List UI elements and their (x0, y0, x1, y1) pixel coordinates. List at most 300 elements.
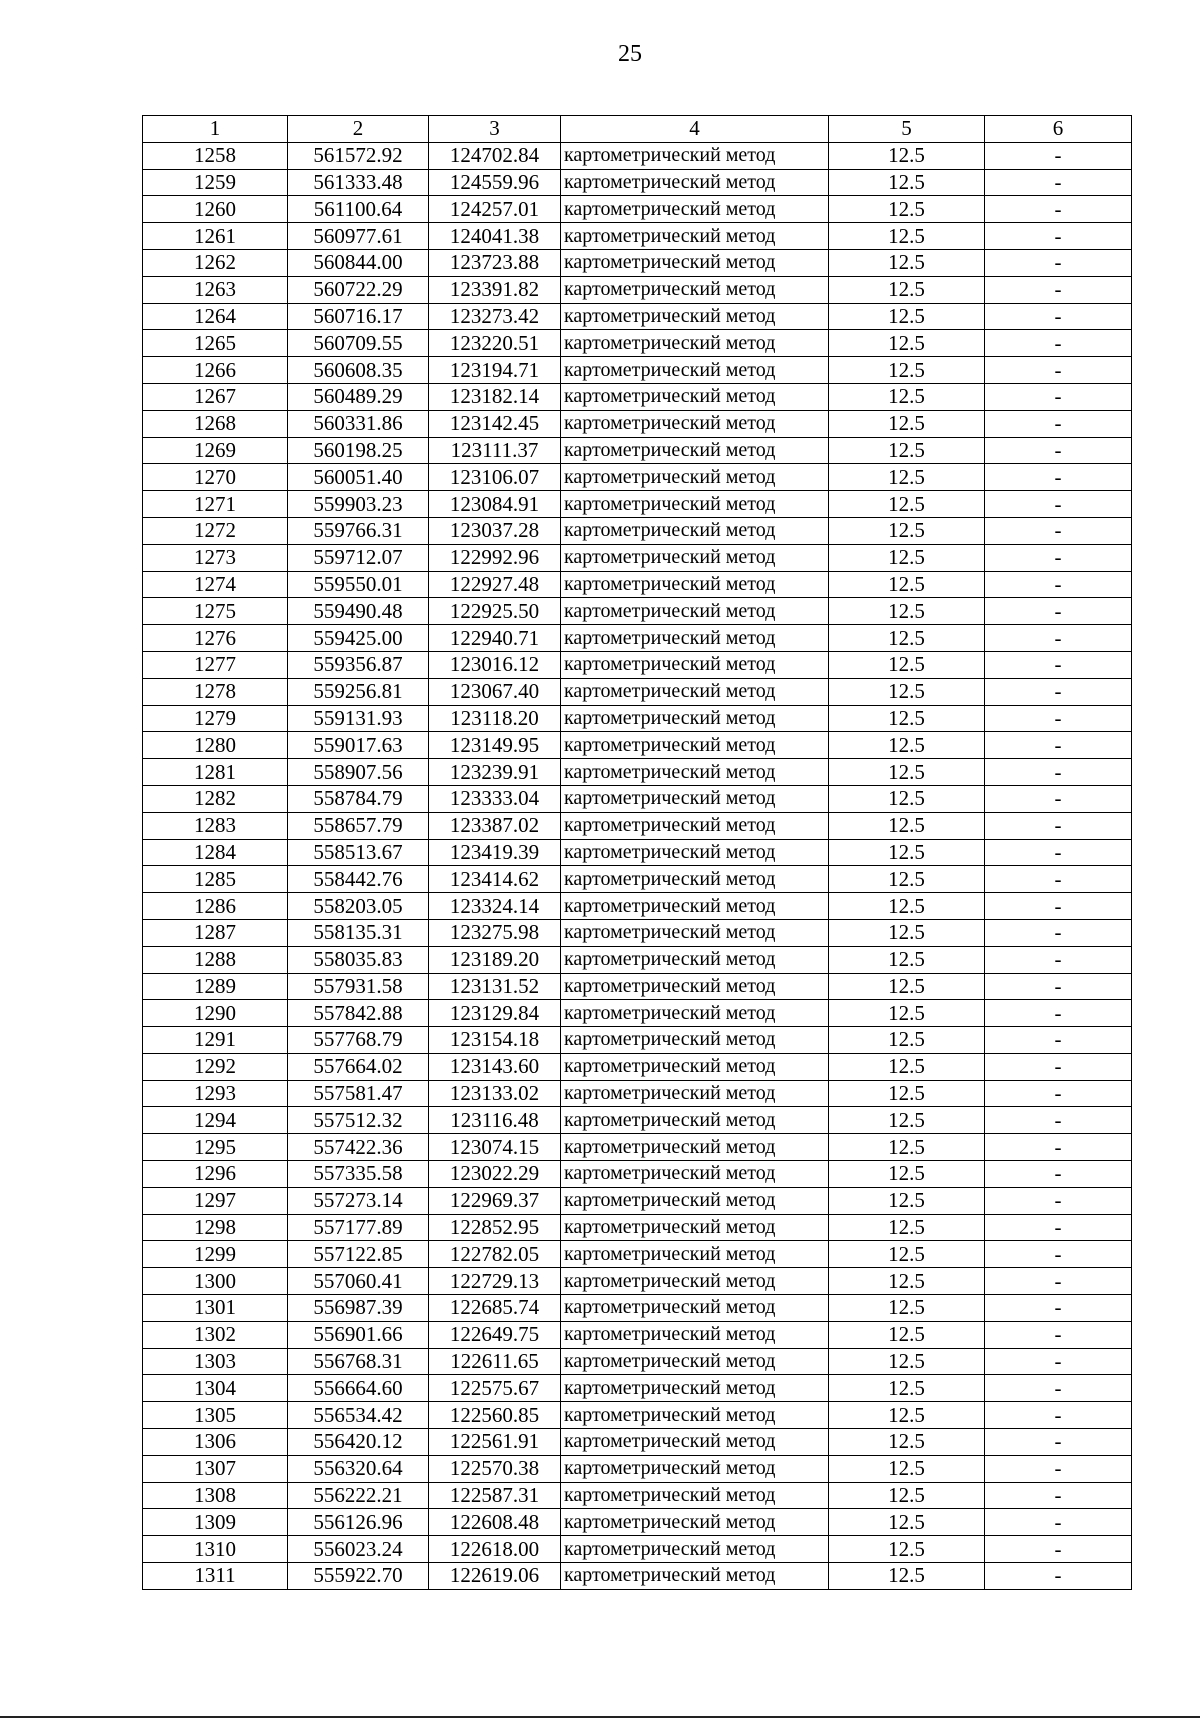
point-number-cell: 1292 (143, 1053, 288, 1080)
y-coordinate-cell: 123116.48 (429, 1107, 561, 1134)
method-cell: картометрический метод (561, 1134, 829, 1161)
point-number-cell: 1298 (143, 1214, 288, 1241)
point-number-cell: 1301 (143, 1295, 288, 1322)
y-coordinate-cell: 122618.00 (429, 1536, 561, 1563)
method-cell: картометрический метод (561, 973, 829, 1000)
note-cell: - (985, 1080, 1132, 1107)
note-cell: - (985, 839, 1132, 866)
point-number-cell: 1270 (143, 464, 288, 491)
accuracy-cell: 12.5 (829, 625, 985, 652)
table-row (143, 866, 1132, 893)
table-row (143, 249, 1132, 276)
table-row (143, 1241, 1132, 1268)
table-row (143, 1482, 1132, 1509)
y-coordinate-cell: 122561.91 (429, 1429, 561, 1456)
table-row (143, 330, 1132, 357)
table-row (143, 785, 1132, 812)
method-cell: картометрический метод (561, 169, 829, 196)
method-cell: картометрический метод (561, 1563, 829, 1590)
y-coordinate-cell: 122619.06 (429, 1563, 561, 1590)
table-row (143, 1107, 1132, 1134)
method-cell: картометрический метод (561, 571, 829, 598)
table-row (143, 919, 1132, 946)
table-row (143, 1429, 1132, 1456)
point-number-cell: 1290 (143, 1000, 288, 1027)
point-number-cell: 1288 (143, 946, 288, 973)
x-coordinate-cell: 557335.58 (288, 1161, 429, 1188)
note-cell: - (985, 1214, 1132, 1241)
point-number-cell: 1296 (143, 1161, 288, 1188)
note-cell: - (985, 410, 1132, 437)
note-cell: - (985, 705, 1132, 732)
accuracy-cell: 12.5 (829, 1000, 985, 1027)
method-cell: картометрический метод (561, 759, 829, 786)
y-coordinate-cell: 122940.71 (429, 625, 561, 652)
accuracy-cell: 12.5 (829, 1563, 985, 1590)
method-cell: картометрический метод (561, 223, 829, 250)
y-coordinate-cell: 123084.91 (429, 491, 561, 518)
table-row (143, 169, 1132, 196)
table-row (143, 1134, 1132, 1161)
accuracy-cell: 12.5 (829, 1321, 985, 1348)
coordinates-table (142, 115, 1132, 1590)
y-coordinate-cell: 123131.52 (429, 973, 561, 1000)
accuracy-cell: 12.5 (829, 946, 985, 973)
method-cell: картометрический метод (561, 1402, 829, 1429)
x-coordinate-cell: 558135.31 (288, 919, 429, 946)
note-cell: - (985, 946, 1132, 973)
y-coordinate-cell: 123414.62 (429, 866, 561, 893)
y-coordinate-cell: 122927.48 (429, 571, 561, 598)
method-cell: картометрический метод (561, 625, 829, 652)
y-coordinate-cell: 122782.05 (429, 1241, 561, 1268)
x-coordinate-cell: 559131.93 (288, 705, 429, 732)
point-number-cell: 1303 (143, 1348, 288, 1375)
method-cell: картометрический метод (561, 946, 829, 973)
note-cell: - (985, 249, 1132, 276)
method-cell: картометрический метод (561, 383, 829, 410)
accuracy-cell: 12.5 (829, 1455, 985, 1482)
accuracy-cell: 12.5 (829, 1027, 985, 1054)
accuracy-cell: 12.5 (829, 544, 985, 571)
method-cell: картометрический метод (561, 839, 829, 866)
y-coordinate-cell: 122587.31 (429, 1482, 561, 1509)
note-cell: - (985, 732, 1132, 759)
accuracy-cell: 12.5 (829, 223, 985, 250)
table-row (143, 1348, 1132, 1375)
x-coordinate-cell: 560331.86 (288, 410, 429, 437)
point-number-cell: 1306 (143, 1429, 288, 1456)
point-number-cell: 1265 (143, 330, 288, 357)
point-number-cell: 1295 (143, 1134, 288, 1161)
x-coordinate-cell: 559017.63 (288, 732, 429, 759)
note-cell: - (985, 812, 1132, 839)
x-coordinate-cell: 558657.79 (288, 812, 429, 839)
method-cell: картометрический метод (561, 410, 829, 437)
y-coordinate-cell: 123143.60 (429, 1053, 561, 1080)
method-cell: картометрический метод (561, 303, 829, 330)
method-cell: картометрический метод (561, 491, 829, 518)
point-number-cell: 1266 (143, 357, 288, 384)
accuracy-cell: 12.5 (829, 1295, 985, 1322)
point-number-cell: 1267 (143, 383, 288, 410)
x-coordinate-cell: 556664.60 (288, 1375, 429, 1402)
point-number-cell: 1262 (143, 249, 288, 276)
x-coordinate-cell: 560977.61 (288, 223, 429, 250)
x-coordinate-cell: 558907.56 (288, 759, 429, 786)
column-header: 6 (985, 116, 1132, 143)
x-coordinate-cell: 559550.01 (288, 571, 429, 598)
accuracy-cell: 12.5 (829, 249, 985, 276)
method-cell: картометрический метод (561, 1536, 829, 1563)
note-cell: - (985, 678, 1132, 705)
table-row (143, 410, 1132, 437)
point-number-cell: 1304 (143, 1375, 288, 1402)
y-coordinate-cell: 123189.20 (429, 946, 561, 973)
point-number-cell: 1258 (143, 142, 288, 169)
y-coordinate-cell: 124041.38 (429, 223, 561, 250)
table-row (143, 1295, 1132, 1322)
table-row (143, 357, 1132, 384)
x-coordinate-cell: 556987.39 (288, 1295, 429, 1322)
accuracy-cell: 12.5 (829, 1161, 985, 1188)
x-coordinate-cell: 559490.48 (288, 598, 429, 625)
accuracy-cell: 12.5 (829, 1402, 985, 1429)
note-cell: - (985, 196, 1132, 223)
accuracy-cell: 12.5 (829, 1536, 985, 1563)
method-cell: картометрический метод (561, 1295, 829, 1322)
accuracy-cell: 12.5 (829, 437, 985, 464)
x-coordinate-cell: 559712.07 (288, 544, 429, 571)
accuracy-cell: 12.5 (829, 1509, 985, 1536)
table-row (143, 1080, 1132, 1107)
point-number-cell: 1289 (143, 973, 288, 1000)
accuracy-cell: 12.5 (829, 357, 985, 384)
table-row (143, 625, 1132, 652)
y-coordinate-cell: 123037.28 (429, 517, 561, 544)
x-coordinate-cell: 559425.00 (288, 625, 429, 652)
table-row (143, 1321, 1132, 1348)
point-number-cell: 1302 (143, 1321, 288, 1348)
method-cell: картометрический метод (561, 1482, 829, 1509)
method-cell: картометрический метод (561, 276, 829, 303)
x-coordinate-cell: 558784.79 (288, 785, 429, 812)
y-coordinate-cell: 124257.01 (429, 196, 561, 223)
table-row (143, 973, 1132, 1000)
method-cell: картометрический метод (561, 866, 829, 893)
y-coordinate-cell: 123067.40 (429, 678, 561, 705)
note-cell: - (985, 491, 1132, 518)
table-row (143, 223, 1132, 250)
x-coordinate-cell: 557122.85 (288, 1241, 429, 1268)
method-cell: картометрический метод (561, 1107, 829, 1134)
point-number-cell: 1311 (143, 1563, 288, 1590)
point-number-cell: 1299 (143, 1241, 288, 1268)
note-cell: - (985, 1295, 1132, 1322)
accuracy-cell: 12.5 (829, 678, 985, 705)
y-coordinate-cell: 123118.20 (429, 705, 561, 732)
y-coordinate-cell: 123129.84 (429, 1000, 561, 1027)
note-cell: - (985, 1536, 1132, 1563)
note-cell: - (985, 544, 1132, 571)
table-row (143, 946, 1132, 973)
x-coordinate-cell: 558513.67 (288, 839, 429, 866)
x-coordinate-cell: 559766.31 (288, 517, 429, 544)
method-cell: картометрический метод (561, 517, 829, 544)
y-coordinate-cell: 122729.13 (429, 1268, 561, 1295)
column-header: 2 (288, 116, 429, 143)
y-coordinate-cell: 122560.85 (429, 1402, 561, 1429)
table-row (143, 1536, 1132, 1563)
accuracy-cell: 12.5 (829, 383, 985, 410)
accuracy-cell: 12.5 (829, 303, 985, 330)
table-row (143, 678, 1132, 705)
bottom-edge-line (0, 1716, 1200, 1718)
method-cell: картометрический метод (561, 1053, 829, 1080)
x-coordinate-cell: 557842.88 (288, 1000, 429, 1027)
note-cell: - (985, 759, 1132, 786)
method-cell: картометрический метод (561, 1027, 829, 1054)
point-number-cell: 1273 (143, 544, 288, 571)
y-coordinate-cell: 123273.42 (429, 303, 561, 330)
note-cell: - (985, 330, 1132, 357)
column-header: 1 (143, 116, 288, 143)
accuracy-cell: 12.5 (829, 196, 985, 223)
table-row (143, 1027, 1132, 1054)
table-row (143, 839, 1132, 866)
y-coordinate-cell: 123106.07 (429, 464, 561, 491)
table-row (143, 893, 1132, 920)
x-coordinate-cell: 557664.02 (288, 1053, 429, 1080)
table-row (143, 1375, 1132, 1402)
note-cell: - (985, 919, 1132, 946)
table-row (143, 1455, 1132, 1482)
table-row (143, 732, 1132, 759)
accuracy-cell: 12.5 (829, 330, 985, 357)
table-row (143, 1214, 1132, 1241)
point-number-cell: 1285 (143, 866, 288, 893)
x-coordinate-cell: 555922.70 (288, 1563, 429, 1590)
point-number-cell: 1269 (143, 437, 288, 464)
x-coordinate-cell: 557422.36 (288, 1134, 429, 1161)
column-header: 4 (561, 116, 829, 143)
accuracy-cell: 12.5 (829, 1375, 985, 1402)
x-coordinate-cell: 559256.81 (288, 678, 429, 705)
y-coordinate-cell: 123220.51 (429, 330, 561, 357)
point-number-cell: 1278 (143, 678, 288, 705)
method-cell: картометрический метод (561, 651, 829, 678)
y-coordinate-cell: 123074.15 (429, 1134, 561, 1161)
x-coordinate-cell: 557060.41 (288, 1268, 429, 1295)
y-coordinate-cell: 123111.37 (429, 437, 561, 464)
accuracy-cell: 12.5 (829, 1429, 985, 1456)
table-row (143, 517, 1132, 544)
point-number-cell: 1264 (143, 303, 288, 330)
table-row (143, 571, 1132, 598)
accuracy-cell: 12.5 (829, 866, 985, 893)
y-coordinate-cell: 123154.18 (429, 1027, 561, 1054)
note-cell: - (985, 1027, 1132, 1054)
note-cell: - (985, 625, 1132, 652)
table-row (143, 491, 1132, 518)
column-header: 5 (829, 116, 985, 143)
accuracy-cell: 12.5 (829, 517, 985, 544)
note-cell: - (985, 464, 1132, 491)
note-cell: - (985, 142, 1132, 169)
method-cell: картометрический метод (561, 1241, 829, 1268)
y-coordinate-cell: 123275.98 (429, 919, 561, 946)
note-cell: - (985, 1000, 1132, 1027)
point-number-cell: 1263 (143, 276, 288, 303)
table-row (143, 1053, 1132, 1080)
method-cell: картометрический метод (561, 732, 829, 759)
table-row (143, 1563, 1132, 1590)
note-cell: - (985, 1134, 1132, 1161)
note-cell: - (985, 973, 1132, 1000)
table-row (143, 1187, 1132, 1214)
note-cell: - (985, 1268, 1132, 1295)
method-cell: картометрический метод (561, 249, 829, 276)
method-cell: картометрический метод (561, 705, 829, 732)
x-coordinate-cell: 557512.32 (288, 1107, 429, 1134)
accuracy-cell: 12.5 (829, 973, 985, 1000)
y-coordinate-cell: 123387.02 (429, 812, 561, 839)
note-cell: - (985, 1429, 1132, 1456)
y-coordinate-cell: 122992.96 (429, 544, 561, 571)
note-cell: - (985, 1321, 1132, 1348)
note-cell: - (985, 571, 1132, 598)
point-number-cell: 1268 (143, 410, 288, 437)
note-cell: - (985, 169, 1132, 196)
method-cell: картометрический метод (561, 1429, 829, 1456)
x-coordinate-cell: 560722.29 (288, 276, 429, 303)
table-row (143, 544, 1132, 571)
method-cell: картометрический метод (561, 893, 829, 920)
x-coordinate-cell: 557581.47 (288, 1080, 429, 1107)
note-cell: - (985, 1107, 1132, 1134)
accuracy-cell: 12.5 (829, 491, 985, 518)
method-cell: картометрический метод (561, 464, 829, 491)
note-cell: - (985, 303, 1132, 330)
y-coordinate-cell: 122608.48 (429, 1509, 561, 1536)
method-cell: картометрический метод (561, 1348, 829, 1375)
accuracy-cell: 12.5 (829, 598, 985, 625)
point-number-cell: 1275 (143, 598, 288, 625)
accuracy-cell: 12.5 (829, 1214, 985, 1241)
x-coordinate-cell: 556768.31 (288, 1348, 429, 1375)
x-coordinate-cell: 559903.23 (288, 491, 429, 518)
point-number-cell: 1259 (143, 169, 288, 196)
method-cell: картометрический метод (561, 919, 829, 946)
table-row (143, 812, 1132, 839)
accuracy-cell: 12.5 (829, 276, 985, 303)
table-row (143, 437, 1132, 464)
accuracy-cell: 12.5 (829, 464, 985, 491)
y-coordinate-cell: 123133.02 (429, 1080, 561, 1107)
note-cell: - (985, 1161, 1132, 1188)
method-cell: картометрический метод (561, 678, 829, 705)
y-coordinate-cell: 123239.91 (429, 759, 561, 786)
point-number-cell: 1260 (143, 196, 288, 223)
point-number-cell: 1276 (143, 625, 288, 652)
table-row (143, 759, 1132, 786)
point-number-cell: 1309 (143, 1509, 288, 1536)
x-coordinate-cell: 556023.24 (288, 1536, 429, 1563)
accuracy-cell: 12.5 (829, 812, 985, 839)
x-coordinate-cell: 559356.87 (288, 651, 429, 678)
column-header: 3 (429, 116, 561, 143)
method-cell: картометрический метод (561, 785, 829, 812)
point-number-cell: 1277 (143, 651, 288, 678)
note-cell: - (985, 1482, 1132, 1509)
note-cell: - (985, 1509, 1132, 1536)
accuracy-cell: 12.5 (829, 1134, 985, 1161)
table-row (143, 196, 1132, 223)
x-coordinate-cell: 557273.14 (288, 1187, 429, 1214)
y-coordinate-cell: 123182.14 (429, 383, 561, 410)
note-cell: - (985, 1241, 1132, 1268)
y-coordinate-cell: 123022.29 (429, 1161, 561, 1188)
note-cell: - (985, 785, 1132, 812)
note-cell: - (985, 223, 1132, 250)
method-cell: картометрический метод (561, 1455, 829, 1482)
method-cell: картометрический метод (561, 1375, 829, 1402)
y-coordinate-cell: 123194.71 (429, 357, 561, 384)
method-cell: картометрический метод (561, 1214, 829, 1241)
point-number-cell: 1307 (143, 1455, 288, 1482)
x-coordinate-cell: 561572.92 (288, 142, 429, 169)
x-coordinate-cell: 556222.21 (288, 1482, 429, 1509)
point-number-cell: 1274 (143, 571, 288, 598)
point-number-cell: 1261 (143, 223, 288, 250)
accuracy-cell: 12.5 (829, 919, 985, 946)
point-number-cell: 1291 (143, 1027, 288, 1054)
x-coordinate-cell: 556534.42 (288, 1402, 429, 1429)
y-coordinate-cell: 123142.45 (429, 410, 561, 437)
point-number-cell: 1281 (143, 759, 288, 786)
point-number-cell: 1286 (143, 893, 288, 920)
method-cell: картометрический метод (561, 1268, 829, 1295)
note-cell: - (985, 1348, 1132, 1375)
x-coordinate-cell: 557768.79 (288, 1027, 429, 1054)
y-coordinate-cell: 122852.95 (429, 1214, 561, 1241)
accuracy-cell: 12.5 (829, 732, 985, 759)
method-cell: картометрический метод (561, 1321, 829, 1348)
method-cell: картометрический метод (561, 1509, 829, 1536)
table-row (143, 651, 1132, 678)
y-coordinate-cell: 122685.74 (429, 1295, 561, 1322)
note-cell: - (985, 1053, 1132, 1080)
x-coordinate-cell: 556420.12 (288, 1429, 429, 1456)
method-cell: картометрический метод (561, 1080, 829, 1107)
accuracy-cell: 12.5 (829, 1482, 985, 1509)
y-coordinate-cell: 124559.96 (429, 169, 561, 196)
point-number-cell: 1300 (143, 1268, 288, 1295)
y-coordinate-cell: 122925.50 (429, 598, 561, 625)
table-row (143, 383, 1132, 410)
method-cell: картометрический метод (561, 330, 829, 357)
table-row (143, 705, 1132, 732)
method-cell: картометрический метод (561, 357, 829, 384)
method-cell: картометрический метод (561, 1161, 829, 1188)
point-number-cell: 1297 (143, 1187, 288, 1214)
note-cell: - (985, 357, 1132, 384)
y-coordinate-cell: 123723.88 (429, 249, 561, 276)
accuracy-cell: 12.5 (829, 1107, 985, 1134)
point-number-cell: 1282 (143, 785, 288, 812)
y-coordinate-cell: 123419.39 (429, 839, 561, 866)
note-cell: - (985, 1187, 1132, 1214)
